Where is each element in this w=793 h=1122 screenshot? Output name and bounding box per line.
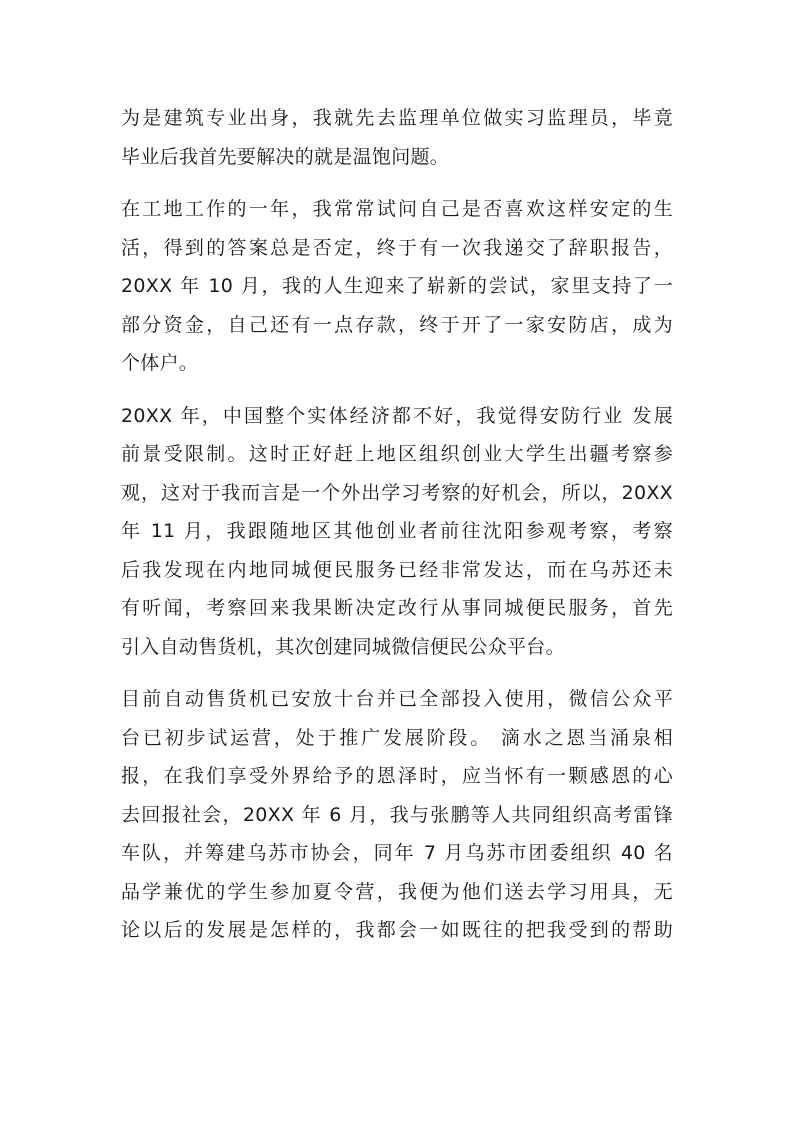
text-line: 20XX 年 10 月，我的人生迎来了崭新的尝试，家里支持了一 bbox=[121, 275, 673, 297]
text-line: 部分资金，自己还有一点存款，终于开了一家安防店，成为 bbox=[121, 313, 673, 336]
paragraph-4 bbox=[121, 680, 673, 950]
paragraph-2 bbox=[121, 190, 673, 383]
text-line: 报，在我们享受外界给予的恩泽时，应当怀有一颗感恩的心 bbox=[121, 765, 673, 787]
text-line: 品学兼优的学生参加夏令营，我便为他们送去学习用具，无 bbox=[121, 880, 673, 903]
text-line: 活，得到的答案总是否定，终于有一次我递交了辞职报告， bbox=[121, 236, 673, 259]
paragraph-1 bbox=[121, 99, 673, 176]
text-line: 为是建筑专业出身，我就先去监理单位做实习监理员，毕竟 bbox=[121, 107, 673, 129]
document-body bbox=[121, 99, 673, 964]
text-line: 前景受限制。这时正好赶上地区组织创业大学生出疆考察参 bbox=[121, 443, 673, 465]
text-line: 引入自动售货机，其次创建同城微信便民公众平台。 bbox=[121, 635, 565, 658]
text-line: 个体户。 bbox=[121, 352, 199, 374]
text-line: 车队，并筹建乌苏市协会，同年 7 月乌苏市团委组织 40 名 bbox=[121, 842, 673, 864]
text-line: 在工地工作的一年，我常常试问自己是否喜欢这样安定的生 bbox=[121, 198, 673, 220]
text-line: 毕业后我首先要解决的就是温饱问题。 bbox=[121, 145, 450, 168]
text-line: 有听闻，考察回来我果断决定改行从事同城便民服务，首先 bbox=[121, 597, 673, 619]
text-line: 台已初步试运营，处于推广发展阶段。 滴水之恩当涌泉相 bbox=[121, 726, 673, 749]
text-line: 后我发现在内地同城便民服务已经非常发达，而在乌苏还未 bbox=[121, 558, 673, 581]
paragraph-3 bbox=[121, 397, 673, 667]
text-line: 观，这对于我而言是一个外出学习考察的好机会，所以，20XX bbox=[121, 481, 673, 504]
text-line: 去回报社会，20XX 年 6 月，我与张鹏等人共同组织高考雷锋 bbox=[121, 803, 673, 826]
text-line: 年 11 月，我跟随地区其他创业者前往沈阳参观考察，考察 bbox=[121, 520, 673, 542]
text-line: 论以后的发展是怎样的，我都会一如既往的把我受到的帮助 bbox=[121, 919, 673, 941]
text-line: 20XX 年，中国整个实体经济都不好，我觉得安防行业 发展 bbox=[121, 404, 673, 427]
text-line: 目前自动售货机已安放十台并已全部投入使用，微信公众平 bbox=[121, 688, 673, 710]
